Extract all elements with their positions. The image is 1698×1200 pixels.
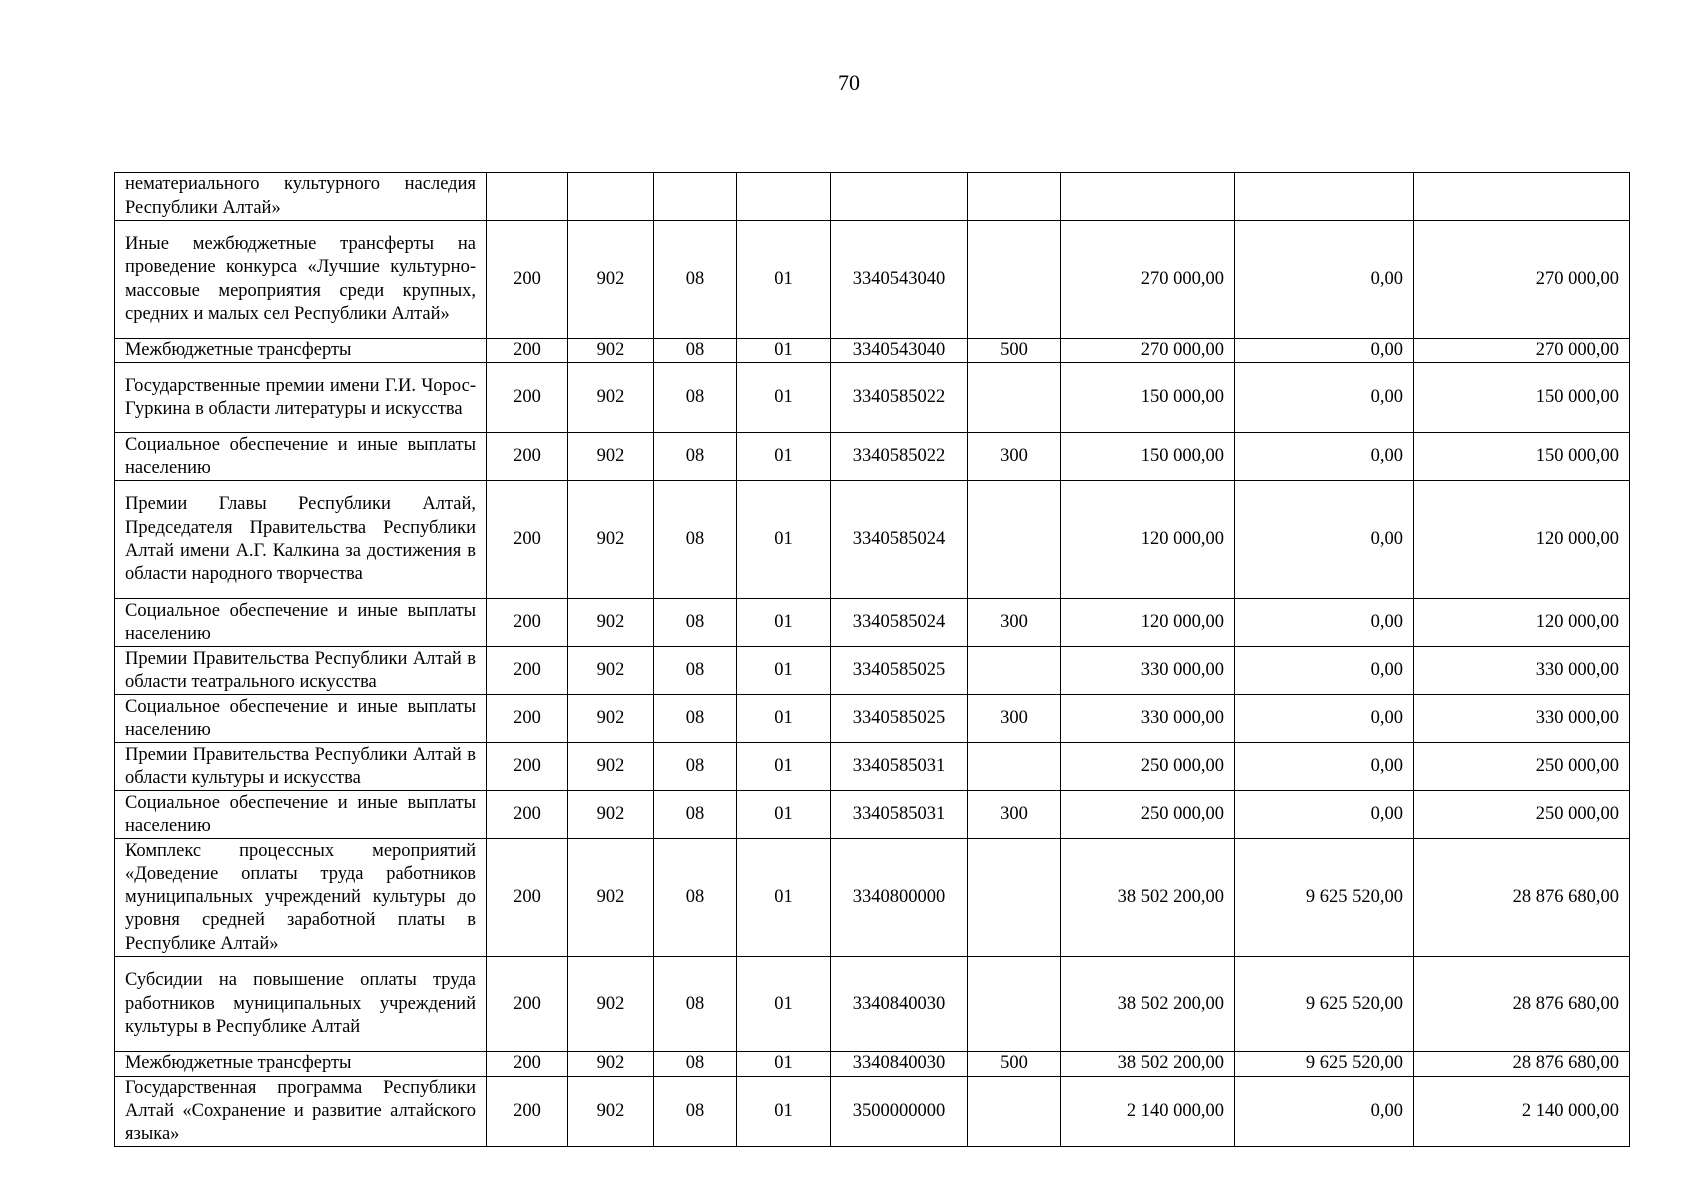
section-code-cell: 200 bbox=[487, 743, 568, 791]
ministry-code-cell: 902 bbox=[568, 695, 654, 743]
section-code-cell: 200 bbox=[487, 791, 568, 839]
expense-type-code-cell: 500 bbox=[968, 339, 1061, 363]
amount-total-cell: 120 000,00 bbox=[1061, 481, 1235, 599]
ministry-code-cell: 902 bbox=[568, 647, 654, 695]
section-code-cell: 200 bbox=[487, 433, 568, 481]
amount-regional-cell: 28 876 680,00 bbox=[1414, 957, 1630, 1052]
amount-federal-cell: 0,00 bbox=[1235, 791, 1414, 839]
division-code-cell: 08 bbox=[654, 647, 737, 695]
division-code-cell: 08 bbox=[654, 481, 737, 599]
subdivision-code-cell: 01 bbox=[737, 221, 831, 339]
ministry-code-cell bbox=[568, 173, 654, 221]
target-article-code-cell: 3340585022 bbox=[831, 433, 968, 481]
amount-federal-cell: 0,00 bbox=[1235, 599, 1414, 647]
amount-regional-cell: 250 000,00 bbox=[1414, 743, 1630, 791]
amount-federal-cell: 0,00 bbox=[1235, 481, 1414, 599]
subdivision-code-cell: 01 bbox=[737, 695, 831, 743]
division-code-cell: 08 bbox=[654, 791, 737, 839]
row-name: Субсидии на повышение оплаты труда работников муниципальных учреждений культуры в Республике Алтай bbox=[115, 957, 487, 1052]
target-article-code-cell: 3340840030 bbox=[831, 1052, 968, 1076]
target-article-code-cell: 3340800000 bbox=[831, 839, 968, 957]
row-name: Премии Правительства Республики Алтай в области культуры и искусства bbox=[115, 743, 487, 791]
expense-type-code-cell bbox=[968, 221, 1061, 339]
amount-regional-cell: 28 876 680,00 bbox=[1414, 839, 1630, 957]
division-code-cell: 08 bbox=[654, 339, 737, 363]
expense-type-code-cell bbox=[968, 957, 1061, 1052]
target-article-code-cell: 3340585031 bbox=[831, 743, 968, 791]
ministry-code-cell: 902 bbox=[568, 839, 654, 957]
expense-type-code-cell: 300 bbox=[968, 791, 1061, 839]
amount-total-cell: 270 000,00 bbox=[1061, 339, 1235, 363]
amount-total-cell: 150 000,00 bbox=[1061, 433, 1235, 481]
expense-type-code-cell bbox=[968, 647, 1061, 695]
division-code-cell: 08 bbox=[654, 839, 737, 957]
table-row bbox=[115, 221, 1630, 339]
section-code-cell: 200 bbox=[487, 339, 568, 363]
division-code-cell: 08 bbox=[654, 1076, 737, 1147]
target-article-code-cell: 3340543040 bbox=[831, 221, 968, 339]
section-code-cell: 200 bbox=[487, 695, 568, 743]
target-article-code-cell: 3340585031 bbox=[831, 791, 968, 839]
ministry-code-cell: 902 bbox=[568, 957, 654, 1052]
ministry-code-cell: 902 bbox=[568, 1052, 654, 1076]
division-code-cell: 08 bbox=[654, 695, 737, 743]
division-code-cell: 08 bbox=[654, 743, 737, 791]
expense-type-code-cell bbox=[968, 173, 1061, 221]
table-row bbox=[115, 173, 1630, 221]
target-article-code-cell: 3340585025 bbox=[831, 695, 968, 743]
table-row bbox=[115, 1052, 1630, 1076]
expense-type-code-cell: 300 bbox=[968, 695, 1061, 743]
amount-regional-cell: 330 000,00 bbox=[1414, 695, 1630, 743]
row-name: Межбюджетные трансферты bbox=[115, 1052, 487, 1076]
table-row bbox=[115, 839, 1630, 957]
row-name: Государственная программа Республики Алтай «Сохранение и развитие алтайского языка» bbox=[115, 1076, 487, 1147]
target-article-code-cell: 3340585022 bbox=[831, 363, 968, 433]
target-article-code-cell: 3340585025 bbox=[831, 647, 968, 695]
amount-regional-cell: 120 000,00 bbox=[1414, 481, 1630, 599]
division-code-cell: 08 bbox=[654, 957, 737, 1052]
section-code-cell: 200 bbox=[487, 221, 568, 339]
row-name: Социальное обеспечение и иные выплаты населению bbox=[115, 599, 487, 647]
amount-regional-cell: 28 876 680,00 bbox=[1414, 1052, 1630, 1076]
amount-total-cell: 38 502 200,00 bbox=[1061, 839, 1235, 957]
amount-total-cell: 150 000,00 bbox=[1061, 363, 1235, 433]
amount-federal-cell: 9 625 520,00 bbox=[1235, 1052, 1414, 1076]
division-code-cell: 08 bbox=[654, 363, 737, 433]
target-article-code-cell: 3340543040 bbox=[831, 339, 968, 363]
row-name: Межбюджетные трансферты bbox=[115, 339, 487, 363]
expense-type-code-cell bbox=[968, 839, 1061, 957]
section-code-cell: 200 bbox=[487, 839, 568, 957]
subdivision-code-cell: 01 bbox=[737, 1076, 831, 1147]
expense-type-code-cell bbox=[968, 363, 1061, 433]
target-article-code-cell: 3500000000 bbox=[831, 1076, 968, 1147]
amount-federal-cell bbox=[1235, 173, 1414, 221]
amount-regional-cell: 330 000,00 bbox=[1414, 647, 1630, 695]
page-number: 70 bbox=[838, 70, 860, 95]
section-code-cell: 200 bbox=[487, 1052, 568, 1076]
division-code-cell: 08 bbox=[654, 221, 737, 339]
amount-federal-cell: 0,00 bbox=[1235, 221, 1414, 339]
budget-table bbox=[114, 172, 1630, 1147]
table-row bbox=[115, 599, 1630, 647]
table-row bbox=[115, 339, 1630, 363]
subdivision-code-cell: 01 bbox=[737, 957, 831, 1052]
amount-total-cell: 2 140 000,00 bbox=[1061, 1076, 1235, 1147]
subdivision-code-cell: 01 bbox=[737, 599, 831, 647]
target-article-code-cell: 3340840030 bbox=[831, 957, 968, 1052]
expense-type-code-cell: 300 bbox=[968, 433, 1061, 481]
ministry-code-cell: 902 bbox=[568, 1076, 654, 1147]
amount-total-cell: 270 000,00 bbox=[1061, 221, 1235, 339]
amount-federal-cell: 0,00 bbox=[1235, 647, 1414, 695]
amount-regional-cell: 2 140 000,00 bbox=[1414, 1076, 1630, 1147]
section-code-cell: 200 bbox=[487, 647, 568, 695]
expense-type-code-cell bbox=[968, 481, 1061, 599]
division-code-cell: 08 bbox=[654, 433, 737, 481]
table-row bbox=[115, 957, 1630, 1052]
ministry-code-cell: 902 bbox=[568, 363, 654, 433]
ministry-code-cell: 902 bbox=[568, 339, 654, 363]
amount-regional-cell bbox=[1414, 173, 1630, 221]
amount-total-cell: 250 000,00 bbox=[1061, 743, 1235, 791]
amount-federal-cell: 0,00 bbox=[1235, 433, 1414, 481]
amount-regional-cell: 270 000,00 bbox=[1414, 339, 1630, 363]
expense-type-code-cell bbox=[968, 743, 1061, 791]
amount-federal-cell: 0,00 bbox=[1235, 695, 1414, 743]
table-row bbox=[115, 647, 1630, 695]
ministry-code-cell: 902 bbox=[568, 743, 654, 791]
subdivision-code-cell: 01 bbox=[737, 839, 831, 957]
section-code-cell: 200 bbox=[487, 1076, 568, 1147]
table-row bbox=[115, 363, 1630, 433]
amount-federal-cell: 0,00 bbox=[1235, 339, 1414, 363]
row-name: Социальное обеспечение и иные выплаты населению bbox=[115, 695, 487, 743]
ministry-code-cell: 902 bbox=[568, 791, 654, 839]
table-row bbox=[115, 481, 1630, 599]
subdivision-code-cell: 01 bbox=[737, 481, 831, 599]
subdivision-code-cell: 01 bbox=[737, 433, 831, 481]
table-row bbox=[115, 743, 1630, 791]
amount-total-cell: 38 502 200,00 bbox=[1061, 957, 1235, 1052]
subdivision-code-cell: 01 bbox=[737, 791, 831, 839]
amount-total-cell bbox=[1061, 173, 1235, 221]
amount-regional-cell: 250 000,00 bbox=[1414, 791, 1630, 839]
table-row bbox=[115, 695, 1630, 743]
section-code-cell bbox=[487, 173, 568, 221]
row-name: Комплекс процессных мероприятий «Доведение оплаты труда работников муниципальных учреждений культуры до уровня средней заработной платы в Республике Алтай» bbox=[115, 839, 487, 957]
section-code-cell: 200 bbox=[487, 363, 568, 433]
amount-regional-cell: 150 000,00 bbox=[1414, 433, 1630, 481]
subdivision-code-cell: 01 bbox=[737, 363, 831, 433]
section-code-cell: 200 bbox=[487, 599, 568, 647]
expense-type-code-cell bbox=[968, 1076, 1061, 1147]
row-name: Премии Главы Республики Алтай, Председателя Правительства Республики Алтай имени А.Г. Калкина за достижения в области народного творчества bbox=[115, 481, 487, 599]
row-name: Иные межбюджетные трансферты на проведение конкурса «Лучшие культурно-массовые мероприятия среди крупных, средних и малых сел Республики Алтай» bbox=[115, 221, 487, 339]
amount-federal-cell: 0,00 bbox=[1235, 743, 1414, 791]
amount-total-cell: 330 000,00 bbox=[1061, 647, 1235, 695]
subdivision-code-cell: 01 bbox=[737, 339, 831, 363]
amount-regional-cell: 150 000,00 bbox=[1414, 363, 1630, 433]
budget-table-body bbox=[115, 173, 1630, 1147]
subdivision-code-cell: 01 bbox=[737, 743, 831, 791]
section-code-cell: 200 bbox=[487, 481, 568, 599]
subdivision-code-cell: 01 bbox=[737, 647, 831, 695]
subdivision-code-cell bbox=[737, 173, 831, 221]
ministry-code-cell: 902 bbox=[568, 599, 654, 647]
row-name: Социальное обеспечение и иные выплаты населению bbox=[115, 791, 487, 839]
table-row bbox=[115, 433, 1630, 481]
amount-federal-cell: 0,00 bbox=[1235, 1076, 1414, 1147]
section-code-cell: 200 bbox=[487, 957, 568, 1052]
row-name: Премии Правительства Республики Алтай в области театрального искусства bbox=[115, 647, 487, 695]
amount-regional-cell: 120 000,00 bbox=[1414, 599, 1630, 647]
row-name: Социальное обеспечение и иные выплаты населению bbox=[115, 433, 487, 481]
amount-total-cell: 120 000,00 bbox=[1061, 599, 1235, 647]
expense-type-code-cell: 300 bbox=[968, 599, 1061, 647]
ministry-code-cell: 902 bbox=[568, 481, 654, 599]
amount-federal-cell: 9 625 520,00 bbox=[1235, 957, 1414, 1052]
amount-federal-cell: 0,00 bbox=[1235, 363, 1414, 433]
ministry-code-cell: 902 bbox=[568, 221, 654, 339]
amount-total-cell: 250 000,00 bbox=[1061, 791, 1235, 839]
division-code-cell: 08 bbox=[654, 599, 737, 647]
subdivision-code-cell: 01 bbox=[737, 1052, 831, 1076]
target-article-code-cell: 3340585024 bbox=[831, 599, 968, 647]
amount-regional-cell: 270 000,00 bbox=[1414, 221, 1630, 339]
row-name: Государственные премии имени Г.И. Чорос-Гуркина в области литературы и искусства bbox=[115, 363, 487, 433]
division-code-cell bbox=[654, 173, 737, 221]
row-name: нематериального культурного наследия Республики Алтай» bbox=[115, 173, 487, 221]
amount-total-cell: 330 000,00 bbox=[1061, 695, 1235, 743]
ministry-code-cell: 902 bbox=[568, 433, 654, 481]
amount-federal-cell: 9 625 520,00 bbox=[1235, 839, 1414, 957]
expense-type-code-cell: 500 bbox=[968, 1052, 1061, 1076]
target-article-code-cell: 3340585024 bbox=[831, 481, 968, 599]
amount-total-cell: 38 502 200,00 bbox=[1061, 1052, 1235, 1076]
target-article-code-cell bbox=[831, 173, 968, 221]
table-row bbox=[115, 1076, 1630, 1147]
division-code-cell: 08 bbox=[654, 1052, 737, 1076]
table-row bbox=[115, 791, 1630, 839]
